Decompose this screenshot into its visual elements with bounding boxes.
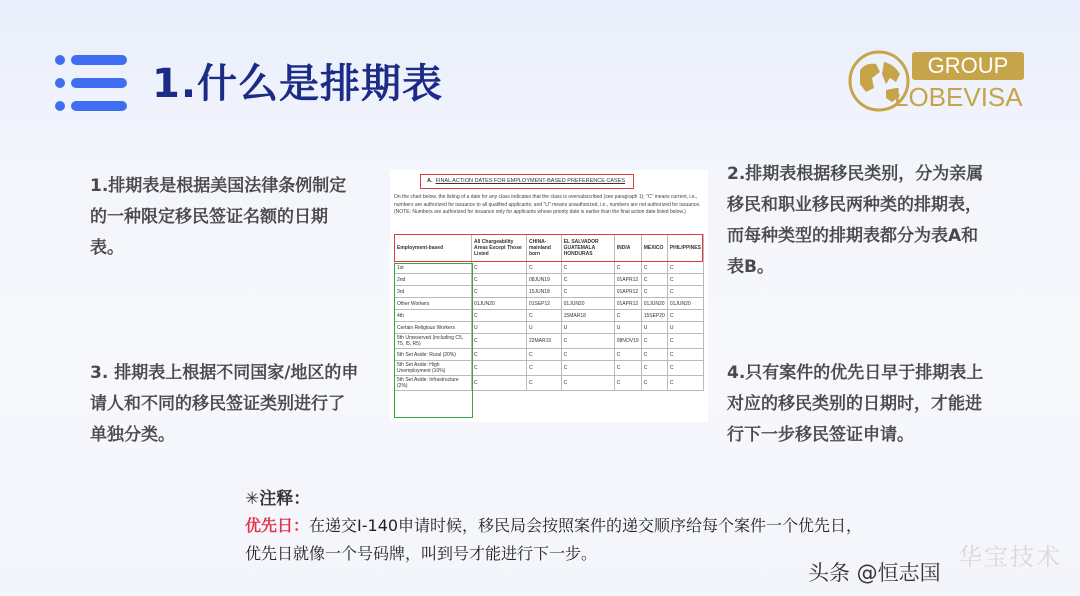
table-cell: C	[641, 334, 667, 349]
table-cell: C	[614, 262, 641, 274]
table-cell: 01SEP12	[526, 298, 561, 310]
table-cell: 5th Set Aside: High Unemployment (10%)	[395, 361, 472, 376]
table-cell: C	[667, 286, 703, 298]
table-cell: Other Workers	[395, 298, 472, 310]
table-cell: C	[667, 349, 703, 361]
table-cell: C	[614, 349, 641, 361]
bulletin-heading-text: FINAL ACTION DATES FOR EMPLOYMENT-BASED PREFERENCE CASES	[435, 178, 626, 184]
table-cell: C	[472, 349, 527, 361]
table-cell: C	[614, 310, 641, 322]
table-cell: U	[561, 322, 614, 334]
table-cell: C	[667, 361, 703, 376]
table-header-cell: EL SALVADOR GUATEMALA HONDURAS	[561, 235, 614, 262]
table-cell: C	[561, 376, 614, 391]
table-cell: C	[641, 274, 667, 286]
table-cell: C	[614, 376, 641, 391]
table-cell: U	[614, 322, 641, 334]
table-cell: U	[667, 322, 703, 334]
note-line-2: 优先日就像一个号码牌，叫到号才能进行下一步。	[245, 544, 598, 563]
watermark-mark: 华宝技术	[958, 543, 1062, 571]
point-1-text: 1.排期表是根据美国法律条例制定的一种限定移民签证名额的日期表。	[90, 176, 347, 258]
table-cell: 5th Unreserved (including C5, T5, I5, R5)	[395, 334, 472, 349]
table-cell: 01JUN20	[561, 298, 614, 310]
note-title: ✳注释：	[245, 489, 311, 509]
table-cell: C	[472, 286, 527, 298]
table-cell: C	[472, 310, 527, 322]
category-highlight-box	[394, 263, 473, 418]
logo-brand-text: LOBEVISA	[894, 82, 1023, 112]
table-header-cell: All Chargeability Areas Except Those Listed	[472, 235, 527, 262]
table-cell: C	[667, 376, 703, 391]
globevisa-logo	[846, 48, 1036, 114]
table-cell: 08JUN19	[526, 274, 561, 286]
table-cell: 3rd	[395, 286, 472, 298]
table-cell: 15JUN18	[526, 286, 561, 298]
table-header-cell: INDIA	[614, 235, 641, 262]
table-cell: 15SEP20	[641, 310, 667, 322]
bulletin-heading-prefix: A.	[427, 178, 433, 184]
table-cell: 1st	[395, 262, 472, 274]
visa-bulletin-image	[390, 170, 708, 422]
table-header-cell: Employment-based	[395, 235, 472, 262]
table-cell: C	[561, 334, 614, 349]
table-cell: C	[614, 361, 641, 376]
table-cell: C	[561, 262, 614, 274]
table-cell: 01JUN20	[641, 298, 667, 310]
header-highlight-box	[394, 234, 703, 262]
table-cell: C	[472, 361, 527, 376]
table-cell: U	[472, 322, 527, 334]
table-cell: C	[526, 310, 561, 322]
point-4-text: 4.只有案件的优先日早于排期表上对应的移民类别的日期时，才能进行下一步移民签证申请。	[727, 363, 984, 445]
table-cell: C	[667, 310, 703, 322]
table-cell: C	[641, 262, 667, 274]
table-cell: 15MAR18	[561, 310, 614, 322]
table-cell: C	[472, 262, 527, 274]
table-cell: C	[526, 349, 561, 361]
bulletin-paragraph: On the chart below, the listing of a date for any class indicates that the class is oversubscribed (see paragraph 1); "C" means current, i.e., numbers are authorized for issuance to all qualified applicants; and "U" means unauthorized, i.e., numbers are not authorized for issuance. (NOTE: Numbers are authorized for issuance only for applicants whose priority date is earlier than the final action date listed below.)	[394, 194, 701, 215]
table-cell: C	[641, 286, 667, 298]
table-cell: C	[561, 349, 614, 361]
table-cell: 01APR12	[614, 274, 641, 286]
table-cell: C	[667, 262, 703, 274]
page-title: 1.什么是排期表	[152, 61, 444, 107]
note-key: 优先日：	[245, 516, 310, 535]
table-cell: C	[526, 361, 561, 376]
table-cell: C	[561, 274, 614, 286]
table-cell: 01JUN20	[472, 298, 527, 310]
note-line-1-text: 在递交I-140申请时候，移民局会按照案件的递交顺序给每个案件一个优先日，	[309, 516, 863, 535]
table-cell: 01APR12	[614, 286, 641, 298]
table-cell: Certain Religious Workers	[395, 322, 472, 334]
logo-group-text: GROUP	[912, 52, 1024, 80]
table-cell: 22MAR15	[526, 334, 561, 349]
table-cell: 5th Set Aside: Rural (20%)	[395, 349, 472, 361]
table-cell: C	[641, 361, 667, 376]
table-cell: C	[641, 349, 667, 361]
table-cell: C	[472, 334, 527, 349]
table-cell: C	[526, 376, 561, 391]
table-cell: U	[526, 322, 561, 334]
table-cell: 01APR12	[614, 298, 641, 310]
watermark-text: 头条 @恒志国	[808, 561, 941, 585]
table-cell: U	[641, 322, 667, 334]
table-cell: 2nd	[395, 274, 472, 286]
table-header-cell: PHILIPPINES	[667, 235, 703, 262]
table-cell: C	[526, 262, 561, 274]
table-header-cell: CHINA-mainland born	[526, 235, 561, 262]
table-cell: C	[667, 334, 703, 349]
table-cell: 08NOV19	[614, 334, 641, 349]
bulletin-heading	[420, 174, 634, 189]
point-2-text: 2.排期表根据移民类别，分为亲属移民和职业移民两种类的排期表，而每种类型的排期表都分为表A和表B。	[727, 164, 984, 277]
table-cell: C	[641, 376, 667, 391]
table-cell: C	[667, 274, 703, 286]
menu-list-icon	[55, 55, 127, 111]
table-header-cell: MEXICO	[641, 235, 667, 262]
table-cell: C	[561, 361, 614, 376]
point-3-text: 3. 排期表上根据不同国家/地区的申请人和不同的移民签证类别进行了单独分类。	[90, 363, 359, 445]
table-cell: 5th Set Aside: Infrastructure (2%)	[395, 376, 472, 391]
table-cell: C	[472, 274, 527, 286]
table-cell: C	[472, 376, 527, 391]
table-cell: C	[561, 286, 614, 298]
table-cell: 01JUN20	[667, 298, 703, 310]
note-line-1	[245, 513, 862, 536]
table-cell: 4th	[395, 310, 472, 322]
